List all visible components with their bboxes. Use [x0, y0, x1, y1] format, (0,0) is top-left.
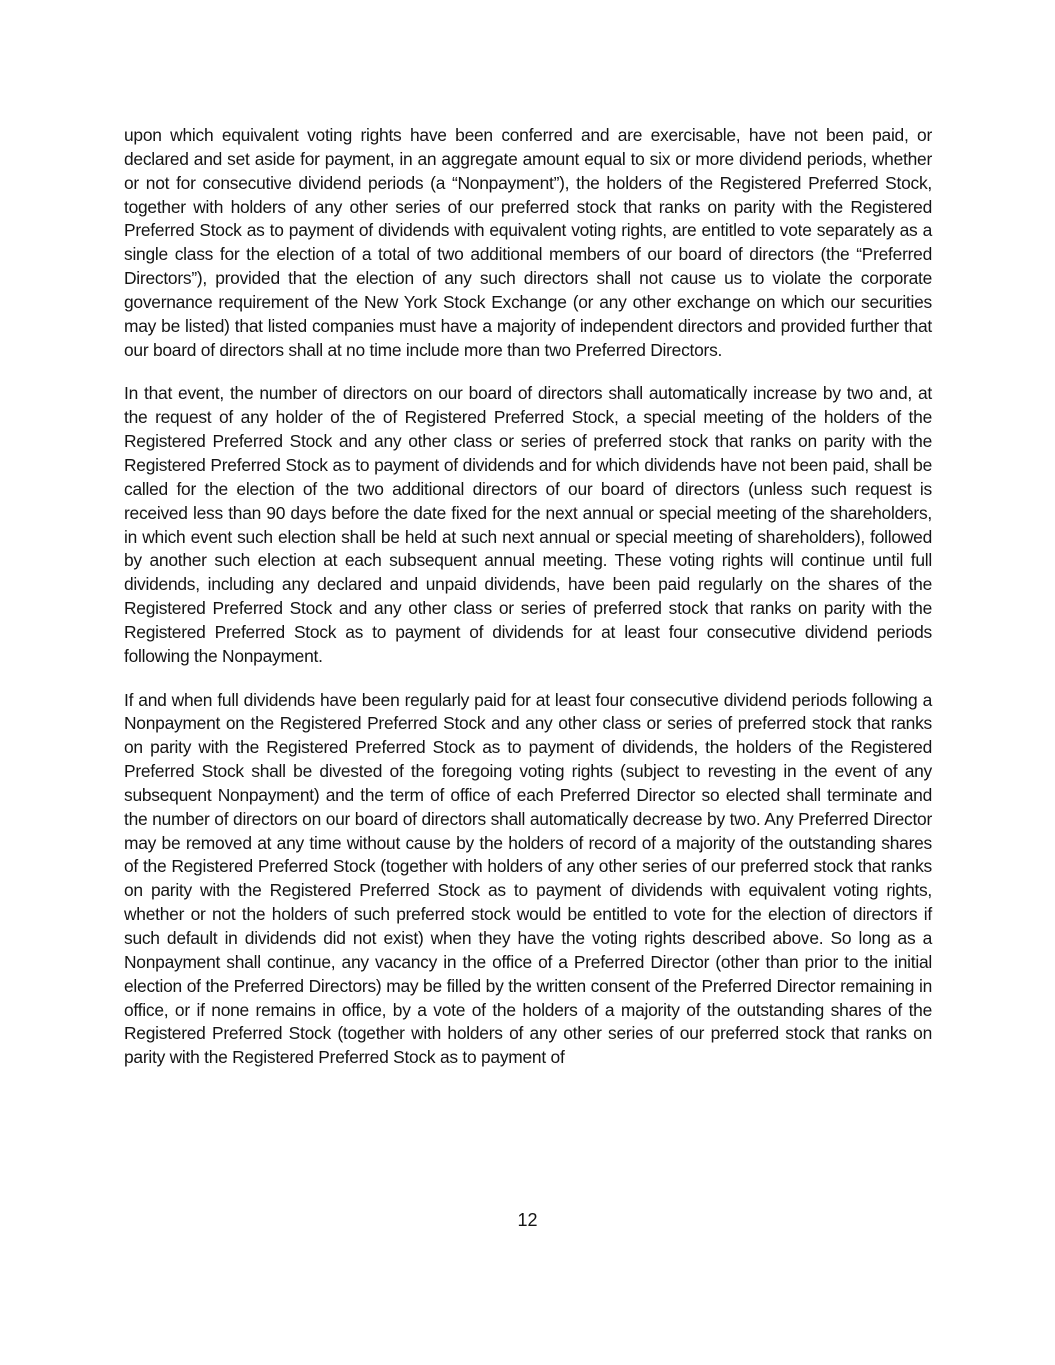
paragraph-special-meeting: In that event, the number of directors on our board of directors shall automatically increase by two and, at the request of any holder of the of Registered Preferred Stock, a special meeting of the holders of the Registered Preferred Stock and any other class or series of preferred stock that ranks on parity with the Registered Preferred Stock as to payment of dividends and for which dividends have not been paid, shall be called for the election of the two additional directors of our board of directors (unless such request is received less than 90 days before the date fixed for the next annual or special meeting of the shareholders, in which event such election shall be held at such next annual or special meeting of shareholders), followed by another such election at each subsequent annual meeting. These voting rights will continue until full dividends, including any declared and unpaid dividends, have been paid regularly on the shares of the Registered Preferred Stock and any other class or series of preferred stock that ranks on parity with the Registered Preferred Stock as to payment of dividends for at least four consecutive dividend periods following the Nonpayment. [124, 383, 932, 666]
paragraph-voting-rights: upon which equivalent voting rights have been conferred and are exercisable, have not been paid, or declared and set aside for payment, in an aggregate amount equal to six or more dividend periods, whether or not for consecutive dividend periods (a “Nonpayment”), the holders of the Registered Preferred Stock, together with holders of any other series of our preferred stock that ranks on parity with the Registered Preferred Stock as to payment of dividends with equivalent voting rights, are entitled to vote separately as a single class for the election of a total of two additional members of our board of directors (the “Preferred Directors”), provided that the election of any such directors shall not cause us to violate the corporate governance requirement of the New York Stock Exchange (or any other exchange on which our securities may be listed) that listed companies must have a majority of independent directors and provided further that our board of directors shall at no time include more than two Preferred Directors. [124, 125, 932, 360]
body-text [124, 124, 932, 1070]
page-number: 12 [517, 1210, 538, 1230]
paragraph-divestment: If and when full dividends have been regularly paid for at least four consecutive dividend periods following a Nonpayment on the Registered Preferred Stock and any other class or series of preferred stock that ranks on parity with the Registered Preferred Stock as to payment of dividends, the holders of the Registered Preferred Stock shall be divested of the foregoing voting rights (subject to revesting in the event of any subsequent Nonpayment) and the term of office of each Preferred Director so elected shall terminate and the number of directors on our board of directors shall automatically decrease by two. Any Preferred Director may be removed at any time without cause by the holders of record of a majority of the outstanding shares of the Registered Preferred Stock (together with holders of any other series of our preferred stock that ranks on parity with the Registered Preferred Stock as to payment of dividends with equivalent voting rights, whether or not the holders of such preferred stock would be entitled to vote for the election of directors if such default in dividends did not exist) when they have the voting rights described above. So long as a Nonpayment shall continue, any vacancy in the office of a Preferred Director (other than prior to the initial election of the Preferred Directors) may be filled by the written consent of the Preferred Director remaining in office, or if none remains in office, by a vote of the holders of a majority of the outstanding shares of the Registered Preferred Stock (together with holders of any other series of our preferred stock that ranks on parity with the Registered Preferred Stock as to payment of [124, 689, 932, 1068]
